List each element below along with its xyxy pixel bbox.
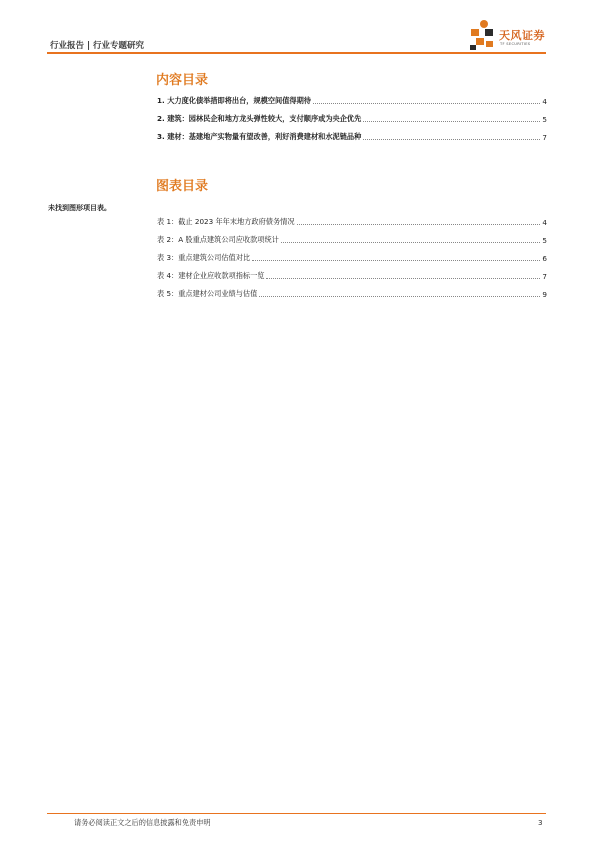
toc-entry-page: 5 xyxy=(542,115,547,124)
figure-entry-page: 4 xyxy=(542,218,547,227)
toc-entry-page: 7 xyxy=(542,133,547,142)
figure-entry-text: 表 3：重点建筑公司估值对比 xyxy=(157,253,251,262)
figure-entry-text: 表 5：重点建材公司业绩与估值 xyxy=(157,289,258,298)
figure-entry-text: 表 2：A 股重点建筑公司应收款项统计 xyxy=(157,235,279,244)
page-number: 3 xyxy=(538,818,543,827)
figure-entry-page: 5 xyxy=(542,236,547,245)
leader-dots xyxy=(363,121,540,122)
figure-entry-page: 7 xyxy=(542,272,547,281)
figure-entry-text: 表 4：建材企业应收款项指标一览 xyxy=(157,271,265,280)
leader-dots xyxy=(363,139,540,140)
toc-entry-text: 1. 大力度化债举措即将出台，规模空间值得期待 xyxy=(157,96,311,105)
logo-text: 天风证券 xyxy=(499,29,545,42)
figure-entry-text: 表 1：截止 2023 年年末地方政府债务情况 xyxy=(157,217,295,226)
figure-entry[interactable] xyxy=(157,269,547,281)
toc-entry-text: 3. 建材：基建地产实物量有望改善，利好消费建材和水泥链品种 xyxy=(157,132,362,141)
footer-disclaimer: 请务必阅读正文之后的信息披露和免责申明 xyxy=(74,818,211,827)
toc-entry[interactable] xyxy=(157,112,547,124)
toc-entry[interactable] xyxy=(157,94,547,106)
figure-entry[interactable] xyxy=(157,287,547,299)
leader-dots xyxy=(266,278,540,279)
figure-entry[interactable] xyxy=(157,251,547,263)
figure-entry-page: 6 xyxy=(542,254,547,263)
header-divider xyxy=(47,52,546,54)
figure-entry[interactable] xyxy=(157,233,547,245)
figures-title: 图表目录 xyxy=(156,179,209,194)
toc-entry-page: 4 xyxy=(542,97,547,106)
leader-dots xyxy=(297,224,541,225)
figures-not-found-note: 未找到图形项目表。 xyxy=(48,204,111,212)
leader-dots xyxy=(252,260,540,261)
toc-entry[interactable] xyxy=(157,130,547,142)
leader-dots xyxy=(281,242,541,243)
footer-divider xyxy=(47,813,546,814)
logo-subtext: TF SECURITIES xyxy=(500,42,531,46)
leader-dots xyxy=(313,103,540,104)
report-category: 行业报告 | 行业专题研究 xyxy=(50,41,145,51)
leader-dots xyxy=(259,296,540,297)
figure-entry[interactable] xyxy=(157,215,547,227)
toc-entry-text: 2. 建筑：园林民企和地方龙头弹性较大，支付顺序或为央企优先 xyxy=(157,114,362,123)
figure-entry-page: 9 xyxy=(542,290,547,299)
toc-title: 内容目录 xyxy=(156,73,209,88)
